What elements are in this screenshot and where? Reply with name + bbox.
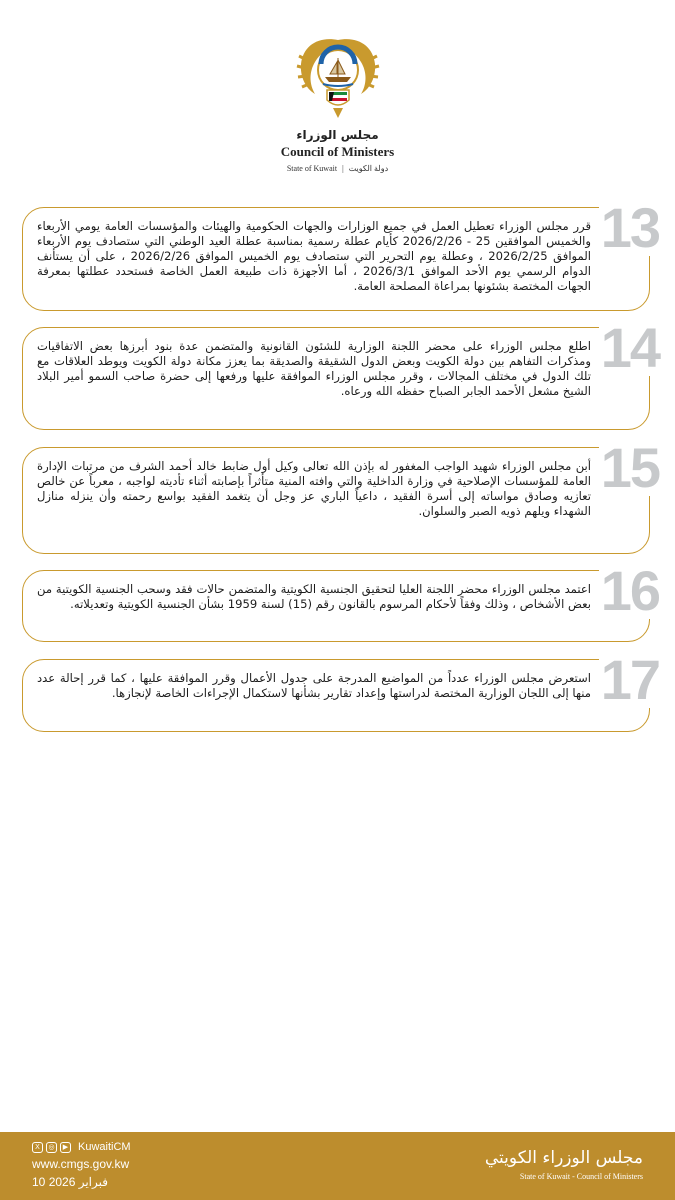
item-number: 17 [600, 648, 659, 711]
social-handle[interactable]: KuwaitiCM [78, 1141, 131, 1153]
footer-contact [32, 1141, 131, 1189]
item-text: أبن مجلس الوزراء شهيد الواجب المغفور له بإذن الله تعالى وكيل أول ضابط خالد أحمد الشرف من مرتبات الإدارة العامة للمؤسسات الإصلاحية في وزارة الداخلية والتي وافته المنية متأثراً بإصابته أثناء تأديته لواجبه ، معرباً عن خالص تعازيه وصادق مواساته إلى أسرة الفقيد ، داعياً الباري عز وجل أن يتغمد الفقيد بواسع رحمته وأن ينزله منازل الشهداء ويلهم ذويه الصبر والسلوان. [37, 459, 591, 518]
item-number: 16 [600, 559, 659, 622]
decision-item-16 [22, 559, 659, 642]
decision-item-13 [22, 196, 659, 311]
website-link[interactable]: www.cmgs.gov.kw [32, 1157, 130, 1171]
social-row [32, 1141, 131, 1153]
state-english: State of Kuwait [286, 164, 338, 173]
state-arabic: دولة الكويت [348, 164, 389, 173]
header-title-arabic: مجلس الوزراء [296, 128, 379, 142]
youtube-icon[interactable]: ▶ [60, 1142, 71, 1153]
item-number: 13 [600, 196, 659, 259]
item-text: اعتمد مجلس الوزراء محضر اللجنة العليا لتحقيق الجنسية الكويتية والمتضمن حالات فقد وسحب الجنسية الكويتية من بعض الأشخاص ، وذلك وفقاً لأحكام المرسوم بالقانون رقم (15) لسنة 1959 بشأن الجنسية الكويتية وتعديلاته. [37, 582, 591, 611]
decision-item-14 [22, 316, 659, 430]
separator: | [342, 164, 344, 173]
footer-bar [0, 1132, 675, 1200]
item-number: 15 [600, 436, 659, 499]
publish-date: 10 فبراير 2026 [32, 1175, 108, 1189]
header-title-english: Council of Ministers [280, 144, 395, 159]
item-text: استعرض مجلس الوزراء عدداً من المواضيع المدرجة على جدول الأعمال وقرر الموافقة عليها ، كما قرر إحالة عدد منها إلى اللجان الوزارية المختصة لدراستها وإعداد تقارير بشأنها لاستكمال الإجراءات الخاصة لإنجازها. [37, 671, 591, 700]
decision-item-15 [22, 436, 659, 554]
footer-brand [485, 1148, 643, 1181]
footer-org-english: State of Kuwait - Council of Ministers [519, 1172, 643, 1181]
item-text: قرر مجلس الوزراء تعطيل العمل في جميع الوزارات والجهات الحكومية والهيئات والمؤسسات العامة يومي الأربعاء والخميس الموافقين 25 - 2026/2/26 كأيام عطلة رسمية بمناسبة عطلة العيد الوطني التي ستصادف يوم الأربعاء الموافق 2026/2/25 ، وعطلة يوم التحرير التي ستصادف يوم الخميس الموافق 2026/2/26 ، على أن يستأنف الدوام الرسمي يوم الأحد الموافق 2026/3/1 ، أما الأجهزة ذات طبيعة العمل الخاصة فستحدد عطلتها بمعرفة الجهات المختصة بشئونها بمراعاة المصلحة العامة. [37, 219, 591, 293]
instagram-icon[interactable]: ◎ [46, 1142, 57, 1153]
x-icon[interactable]: X [32, 1142, 43, 1153]
header [0, 30, 675, 173]
item-text: اطلع مجلس الوزراء على محضر اللجنة الوزارية للشئون القانونية والمتضمن عدة بنود أبرزها بعض الاتفاقيات ومذكرات التفاهم بين دولة الكويت وبعض الدول الشقيقة والصديقة بما يعزز مكانة دولة الكويت ويوطد العلاقات مع تلك الدول في مختلف المجالات ، وقرر مجلس الوزراء الموافقة عليها ورفعها إلى حضرة صاحب السمو أمير البلاد الشيخ مشعل الأحمد الجابر الصباح حفظه الله ورعاه. [37, 339, 591, 398]
decision-item-17 [22, 648, 659, 732]
kuwait-emblem-icon [293, 30, 383, 122]
item-number: 14 [600, 316, 659, 379]
footer-org-arabic: مجلس الوزراء الكويتي [484, 1148, 643, 1168]
header-subtitle [0, 164, 675, 173]
